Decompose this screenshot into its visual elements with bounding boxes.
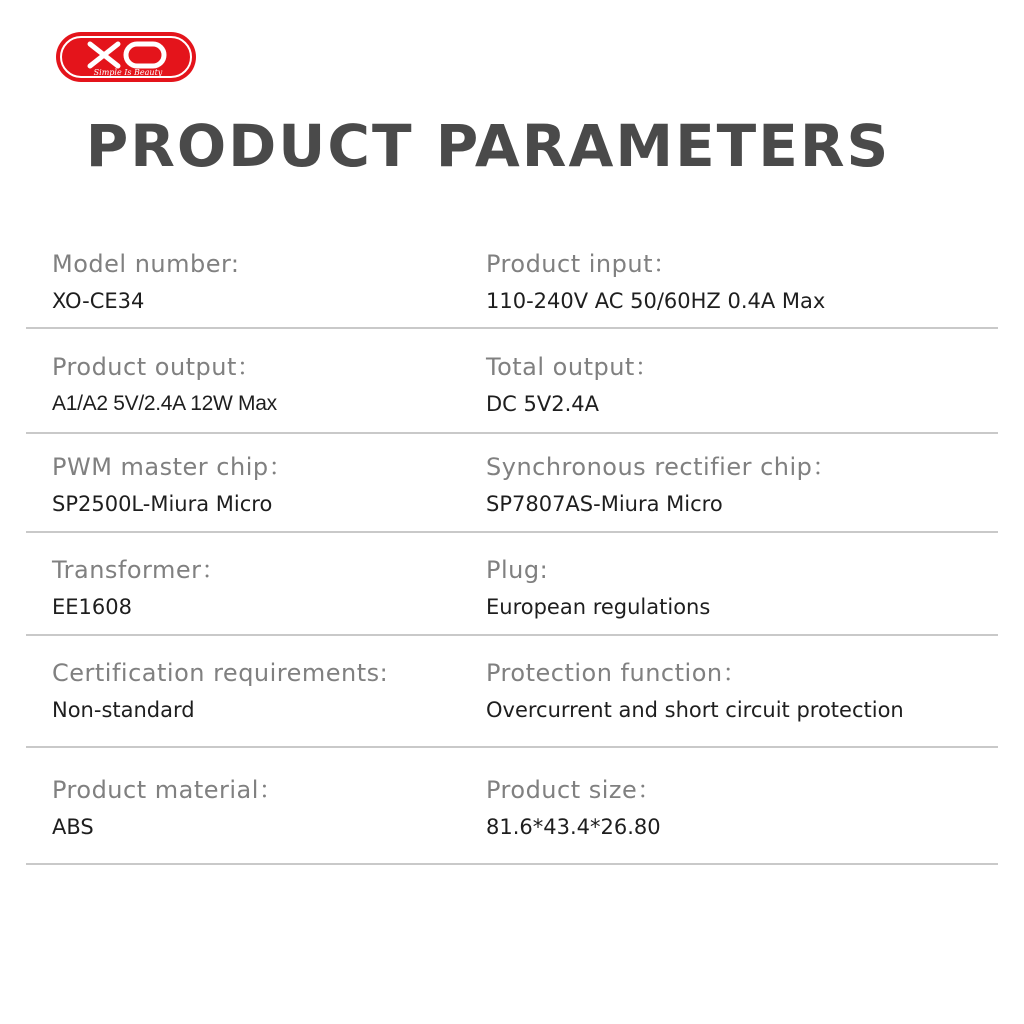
param-product-material — [52, 774, 283, 842]
param-label: Model number: — [52, 250, 240, 278]
brand-logo — [54, 30, 198, 84]
xo-logo-icon — [54, 30, 198, 84]
param-product-input — [486, 248, 825, 316]
param-plug — [486, 554, 710, 622]
param-value: SP7807AS-Miura Micro — [486, 492, 723, 516]
param-product-output — [52, 351, 277, 419]
param-model-number — [52, 248, 240, 316]
param-protection-function — [486, 657, 904, 725]
param-label: Product output： — [52, 353, 262, 381]
page-title: PRODUCT PARAMETERS — [85, 112, 891, 180]
param-label: Total output： — [486, 353, 660, 381]
param-label: Certification requirements: — [52, 659, 389, 687]
param-product-size — [486, 774, 662, 842]
param-value: EE1608 — [52, 595, 132, 619]
row-divider — [26, 432, 998, 434]
param-total-output — [486, 351, 659, 419]
param-value: A1/A2 5V/2.4A 12W Max — [52, 392, 277, 415]
param-label: Product material： — [52, 776, 284, 804]
row-divider — [26, 531, 998, 533]
param-label: PWM master chip： — [52, 453, 294, 481]
param-synchronous-rectifier-chip — [486, 451, 837, 519]
brand-tagline: Simple Is Beauty — [93, 68, 163, 77]
param-certification-requirements — [52, 657, 388, 725]
param-label: Plug: — [486, 556, 549, 584]
param-label: Synchronous rectifier chip： — [486, 453, 837, 481]
param-value: XO-CE34 — [52, 289, 145, 313]
param-label: Transformer： — [52, 556, 227, 584]
param-value: European regulations — [486, 595, 711, 619]
row-divider — [26, 634, 998, 636]
param-transformer — [52, 554, 226, 622]
row-divider — [26, 746, 998, 748]
param-label: Product size： — [486, 776, 662, 804]
row-divider — [26, 327, 998, 329]
param-value: Non-standard — [52, 698, 195, 722]
param-value: 110-240V AC 50/60HZ 0.4A Max — [486, 289, 826, 313]
param-value: Overcurrent and short circuit protection — [486, 698, 904, 722]
param-value: ABS — [52, 815, 94, 839]
param-label: Protection function： — [486, 659, 748, 687]
param-value: SP2500L-Miura Micro — [52, 492, 273, 516]
param-label: Product input： — [486, 250, 678, 278]
param-value: 81.6*43.4*26.80 — [486, 815, 661, 839]
param-value: DC 5V2.4A — [486, 392, 599, 416]
row-divider — [26, 863, 998, 865]
param-pwm-master-chip — [52, 451, 293, 519]
